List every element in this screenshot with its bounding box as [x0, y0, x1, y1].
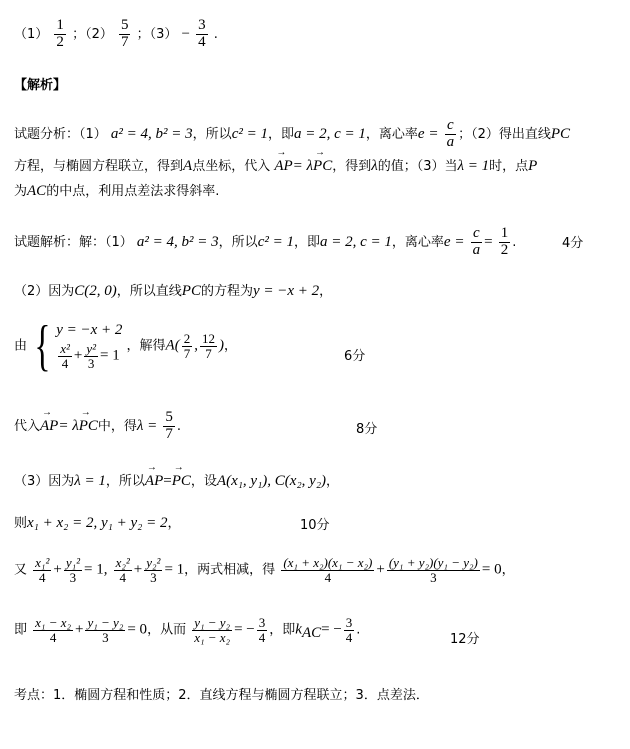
analysis-line-2: 方程，与椭圆方程联立，得到A点坐标，代入 → AP= λ→ PC，得到λ的值；（3）当λ = 1时，点P	[14, 155, 537, 175]
answer-3-label: ；（3）	[136, 26, 178, 42]
solution-subtract: 又 $\frac{\text{x₁²}}{4}$ + $\frac{\text{y₁²}}{3}$ = 1, $\frac{\text{x₂²}}{4}$ + $\frac{\text{y₂²}}{3}$ = 1，两式相减，得 $\frac{\text{(x₁ + x₂)(x₁ − x₂)}}{4}$ + $\frac{\text{(y₁ + y₂)(y₁ − y₂)}}{3}$ = 0，	[14, 555, 515, 585]
analysis-line-1: 试题分析：（1） a² = 4, b² = 3，所以c² = 1，即a = 2, c = 1，离心率e = $\frac{c}{a}$ ；（2）得出直线PC	[14, 117, 571, 150]
answer-1-fraction: $\frac{1}{2}$	[56, 17, 64, 50]
score-4: 4分	[562, 236, 584, 251]
left-brace-icon: {	[34, 315, 51, 377]
analysis-header: 【解析】	[14, 78, 67, 93]
answer-3-fraction: $\frac{3}{4}$	[198, 17, 206, 50]
solution-substitute: 代入→ AP= λ→ PC中，得λ = $\frac{5}{7}$ .	[14, 410, 181, 443]
solution-system: 由 { y = −x + 2 $\frac{\text{x²}}{4}$ + $\frac{\text{y²}}{3}$ = 1 ，解得A( $\frac{2}{7}$ , $\frac{12}{7}$ )，	[14, 315, 237, 377]
score-12: 12分	[450, 632, 480, 647]
answers-line: （1） $\frac{1}{2}$ ；（2） $\frac{5}{7}$ ；（3） − $\frac{3}{4}$ .	[14, 17, 218, 50]
answer-2-label: ；（2）	[72, 26, 113, 42]
solution-part-1: 试题解析：解：（1） a² = 4, b² = 3，所以c² = 1，即a = 2, c = 1，离心率e = $\frac{c}{a}$ = $\frac{1}{2}$ .	[14, 225, 517, 258]
solution-sums: 则x₁ + x₂ = 2, y₁ + y₂ = 2，	[14, 515, 181, 531]
kaodian-line: 考点：1．椭圆方程和性质；2．直线方程与椭圆方程联立；3．点差法．	[14, 688, 429, 703]
score-10: 10分	[300, 518, 330, 533]
score-8: 8分	[356, 422, 378, 437]
answer-2-fraction: $\frac{5}{7}$	[120, 17, 129, 50]
score-6: 6分	[344, 349, 366, 364]
solution-part-3-line: （3）因为λ = 1，所以→ AP=→ PC，设A(x₁, y₁), C(x₂, y₂)，	[14, 470, 339, 490]
analysis-line-3: 为AC的中点，利用点差法求得斜率.	[14, 183, 220, 199]
solution-part-2-line: （2）因为C(2, 0)，所以直线PC的方程为y = −x + 2，	[14, 283, 333, 299]
answer-1-label: （1）	[14, 26, 49, 42]
solution-slope: 即 $\frac{\text{x₁ − x₂}}{4}$ + $\frac{\text{y₁ − y₂}}{3}$ = 0，从而 $\frac{\text{y₁ − y₂}}{\text{x₁ − x₂}}$ = − $\frac{3}{4}$ ，即$k_{AC}=$ − $\frac{3}{4}$ .	[14, 615, 361, 645]
